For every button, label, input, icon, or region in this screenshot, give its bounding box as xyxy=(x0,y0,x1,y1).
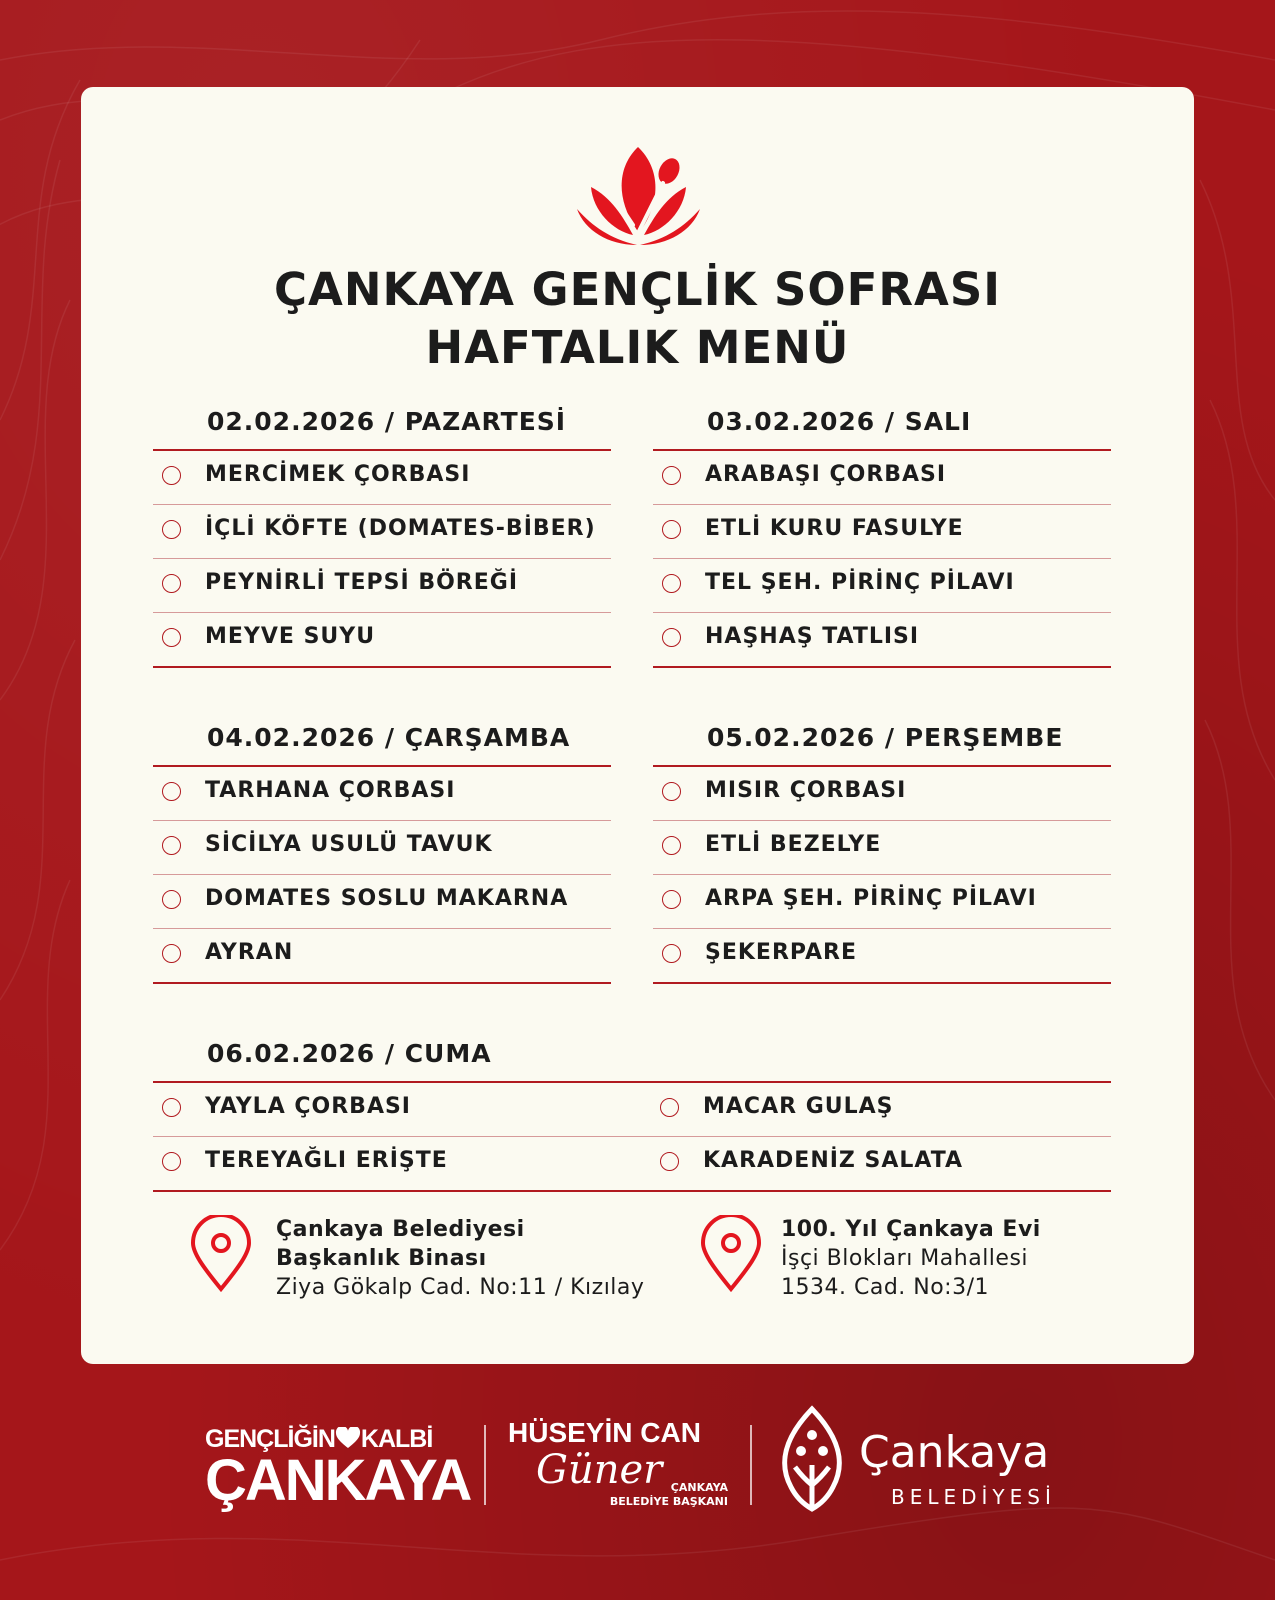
location-address: 1534. Cad. No:3/1 xyxy=(781,1275,990,1300)
bullet-circle-icon xyxy=(162,944,181,963)
location-name: Başkanlık Binası xyxy=(276,1246,487,1271)
menu-title: ÇANKAYA GENÇLİK SOFRASI xyxy=(273,263,1002,316)
menu-subtitle: HAFTALIK MENÜ xyxy=(425,321,850,374)
footer-divider xyxy=(750,1425,752,1505)
bullet-circle-icon xyxy=(162,1098,181,1117)
list-item: MACAR GULAŞ xyxy=(651,1083,1109,1137)
list-item: DOMATES SOSLU MAKARNA xyxy=(153,875,611,929)
list-item: HAŞHAŞ TATLISI xyxy=(653,613,1111,667)
day-heading: 02.02.2026 / PAZARTESİ xyxy=(207,407,567,436)
fork-spoon-leaf-icon xyxy=(571,145,706,250)
bullet-circle-icon xyxy=(162,628,181,647)
bullet-circle-icon xyxy=(162,836,181,855)
bullet-circle-icon xyxy=(662,574,681,593)
list-item: KARADENİZ SALATA xyxy=(651,1137,1109,1191)
location-address: İşçi Blokları Mahallesi xyxy=(781,1246,1029,1271)
footer-divider xyxy=(484,1425,486,1505)
list-item: MERCİMEK ÇORBASI xyxy=(153,451,611,505)
list-item: İÇLİ KÖFTE (DOMATES-BİBER) xyxy=(153,505,611,559)
list-item: ARPA ŞEH. PİRİNÇ PİLAVI xyxy=(653,875,1111,929)
genclik-kalbi-logo: GENÇLİĞİN KALBİ ÇANKAYA xyxy=(205,1425,471,1513)
bullet-circle-icon xyxy=(662,782,681,801)
bullet-circle-icon xyxy=(662,944,681,963)
bullet-circle-icon xyxy=(162,890,181,909)
list-item: ETLİ KURU FASULYE xyxy=(653,505,1111,559)
day-heading: 03.02.2026 / SALI xyxy=(707,407,972,436)
list-item: TARHANA ÇORBASI xyxy=(153,767,611,821)
bullet-circle-icon xyxy=(162,782,181,801)
bullet-circle-icon xyxy=(162,466,181,485)
section-end-rule xyxy=(653,982,1111,984)
list-item: ETLİ BEZELYE xyxy=(653,821,1111,875)
bullet-circle-icon xyxy=(162,1152,181,1171)
section-end-rule xyxy=(153,982,611,984)
day-heading: 04.02.2026 / ÇARŞAMBA xyxy=(207,723,571,752)
list-item: ŞEKERPARE xyxy=(653,929,1111,983)
location-address: Ziya Gökalp Cad. No:11 / Kızılay xyxy=(276,1275,645,1300)
section-end-rule xyxy=(153,1190,1111,1192)
list-item: SİCİLYA USULÜ TAVUK xyxy=(153,821,611,875)
heart-icon xyxy=(335,1427,361,1449)
bullet-circle-icon xyxy=(662,890,681,909)
bullet-circle-icon xyxy=(162,520,181,539)
list-item: MEYVE SUYU xyxy=(153,613,611,667)
map-pin-icon xyxy=(699,1215,763,1293)
list-item: PEYNİRLİ TEPSİ BÖREĞİ xyxy=(153,559,611,613)
list-item: ARABAŞI ÇORBASI xyxy=(653,451,1111,505)
day-heading: 06.02.2026 / CUMA xyxy=(207,1039,492,1068)
section-end-rule xyxy=(153,666,611,668)
menu-card xyxy=(81,87,1194,1364)
map-pin-icon xyxy=(189,1215,253,1293)
day-heading: 05.02.2026 / PERŞEMBE xyxy=(707,723,1064,752)
list-item: TEL ŞEH. PİRİNÇ PİLAVI xyxy=(653,559,1111,613)
bullet-circle-icon xyxy=(662,628,681,647)
bullet-circle-icon xyxy=(662,520,681,539)
footer-branding xyxy=(0,1395,1275,1535)
bullet-circle-icon xyxy=(662,466,681,485)
bullet-circle-icon xyxy=(162,574,181,593)
bullet-circle-icon xyxy=(662,836,681,855)
bullet-circle-icon xyxy=(660,1152,679,1171)
list-item: YAYLA ÇORBASI xyxy=(153,1083,611,1137)
mayor-signature-block: HÜSEYİN CAN Güner ÇANKAYA BELEDİYE BAŞKANI xyxy=(508,1417,728,1508)
list-item: MISIR ÇORBASI xyxy=(653,767,1111,821)
cankaya-belediyesi-logo: Çankaya BELEDİYESİ xyxy=(775,1405,1075,1525)
list-item: TEREYAĞLI ERİŞTE xyxy=(153,1137,611,1191)
cankaya-leaf-icon xyxy=(775,1405,849,1515)
location-name: Çankaya Belediyesi xyxy=(276,1217,525,1242)
location-name: 100. Yıl Çankaya Evi xyxy=(781,1217,1041,1242)
section-end-rule xyxy=(653,666,1111,668)
bullet-circle-icon xyxy=(660,1098,679,1117)
list-item: AYRAN xyxy=(153,929,611,983)
